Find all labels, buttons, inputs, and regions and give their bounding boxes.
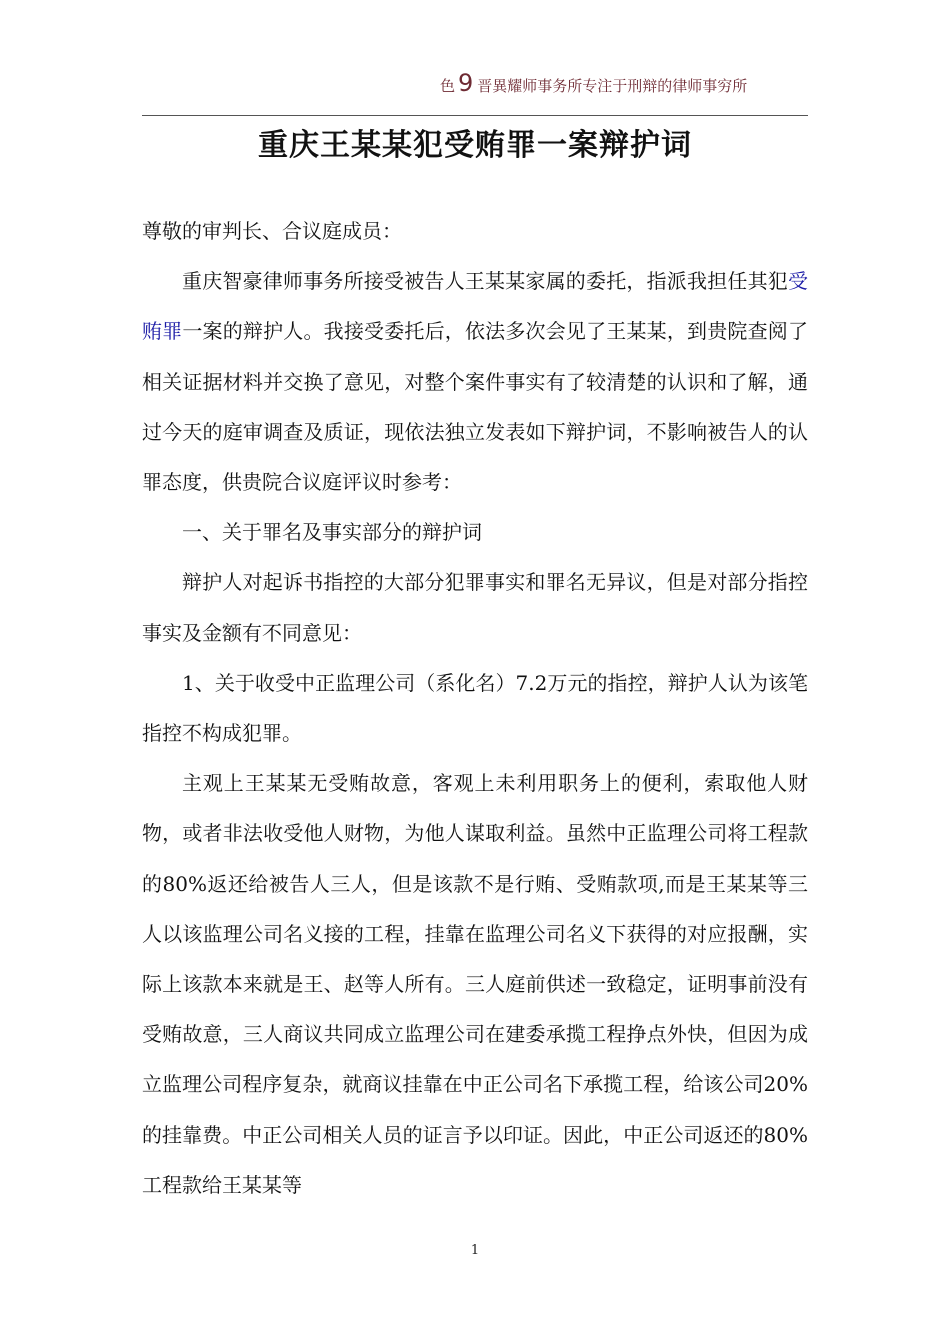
page-number: 1 xyxy=(470,1243,480,1258)
salutation: 尊敬的审判长、合议庭成员： xyxy=(142,219,402,243)
header-prefix: 色 xyxy=(440,76,456,95)
header-number: 9 xyxy=(458,69,474,97)
document-header xyxy=(440,70,780,100)
paragraph-1-text-a: 重庆智豪律师事务所接受被告人王某某家属的委托，指派我担任其犯 xyxy=(182,269,788,294)
paragraph-3: 辩护人对起诉书指控的大部分犯罪事实和罪名无异议，但是对部分指控事实及金额有不同意见： xyxy=(142,570,808,645)
document-title: 重庆王某某犯受贿罪一案辩护词 xyxy=(258,128,692,163)
document-body xyxy=(142,206,808,1210)
paragraph-1 xyxy=(142,256,808,507)
paragraph-5: 主观上王某某无受贿故意，客观上未利用职务上的便利，索取他人财物，或者非法收受他人财物，为他人谋取利益。虽然中正监理公司将工程款的80%返还给被告人三人，但是该款不是行贿、受贿款项,而是王某某等三人以该监理公司名义接的工程，挂靠在监理公司名义下获得的对应报酬，实际上该款本来就是王、赵等人所有。三人庭前供述一致稳定，证明事前没有受贿故意，三人商议共同成立监理公司在建委承揽工程挣点外快，但因为成立监理公司程序复杂，就商议挂靠在中正公司名下承揽工程，给该公司20%的挂靠费。中正公司相关人员的证言予以印证。因此，中正公司返还的80%工程款给王某某等 xyxy=(142,771,808,1197)
crime-link[interactable]: 受贿罪 xyxy=(142,269,808,344)
paragraph-4: 1、关于收受中正监理公司（系化名）7.2万元的指控，辩护人认为该笔指控不构成犯罪。 xyxy=(142,670,808,746)
section-heading: 一、关于罪名及事实部分的辩护词 xyxy=(182,520,482,545)
header-firm-text: 晋異耀师事务所专注于刑辩的律师事穷所 xyxy=(477,76,748,95)
paragraph-1-text-b: 一案的辩护人。我接受委托后，依法多次会见了王某某，到贵院查阅了相关证据材料并交换了意见，对整个案件事实有了较清楚的认识和了解，通过今天的庭审调查及质证，现依法独立发表如下辩护词，不影响被告人的认罪态度，供贵院合议庭评议时参考： xyxy=(142,319,808,495)
title-area xyxy=(142,116,808,163)
